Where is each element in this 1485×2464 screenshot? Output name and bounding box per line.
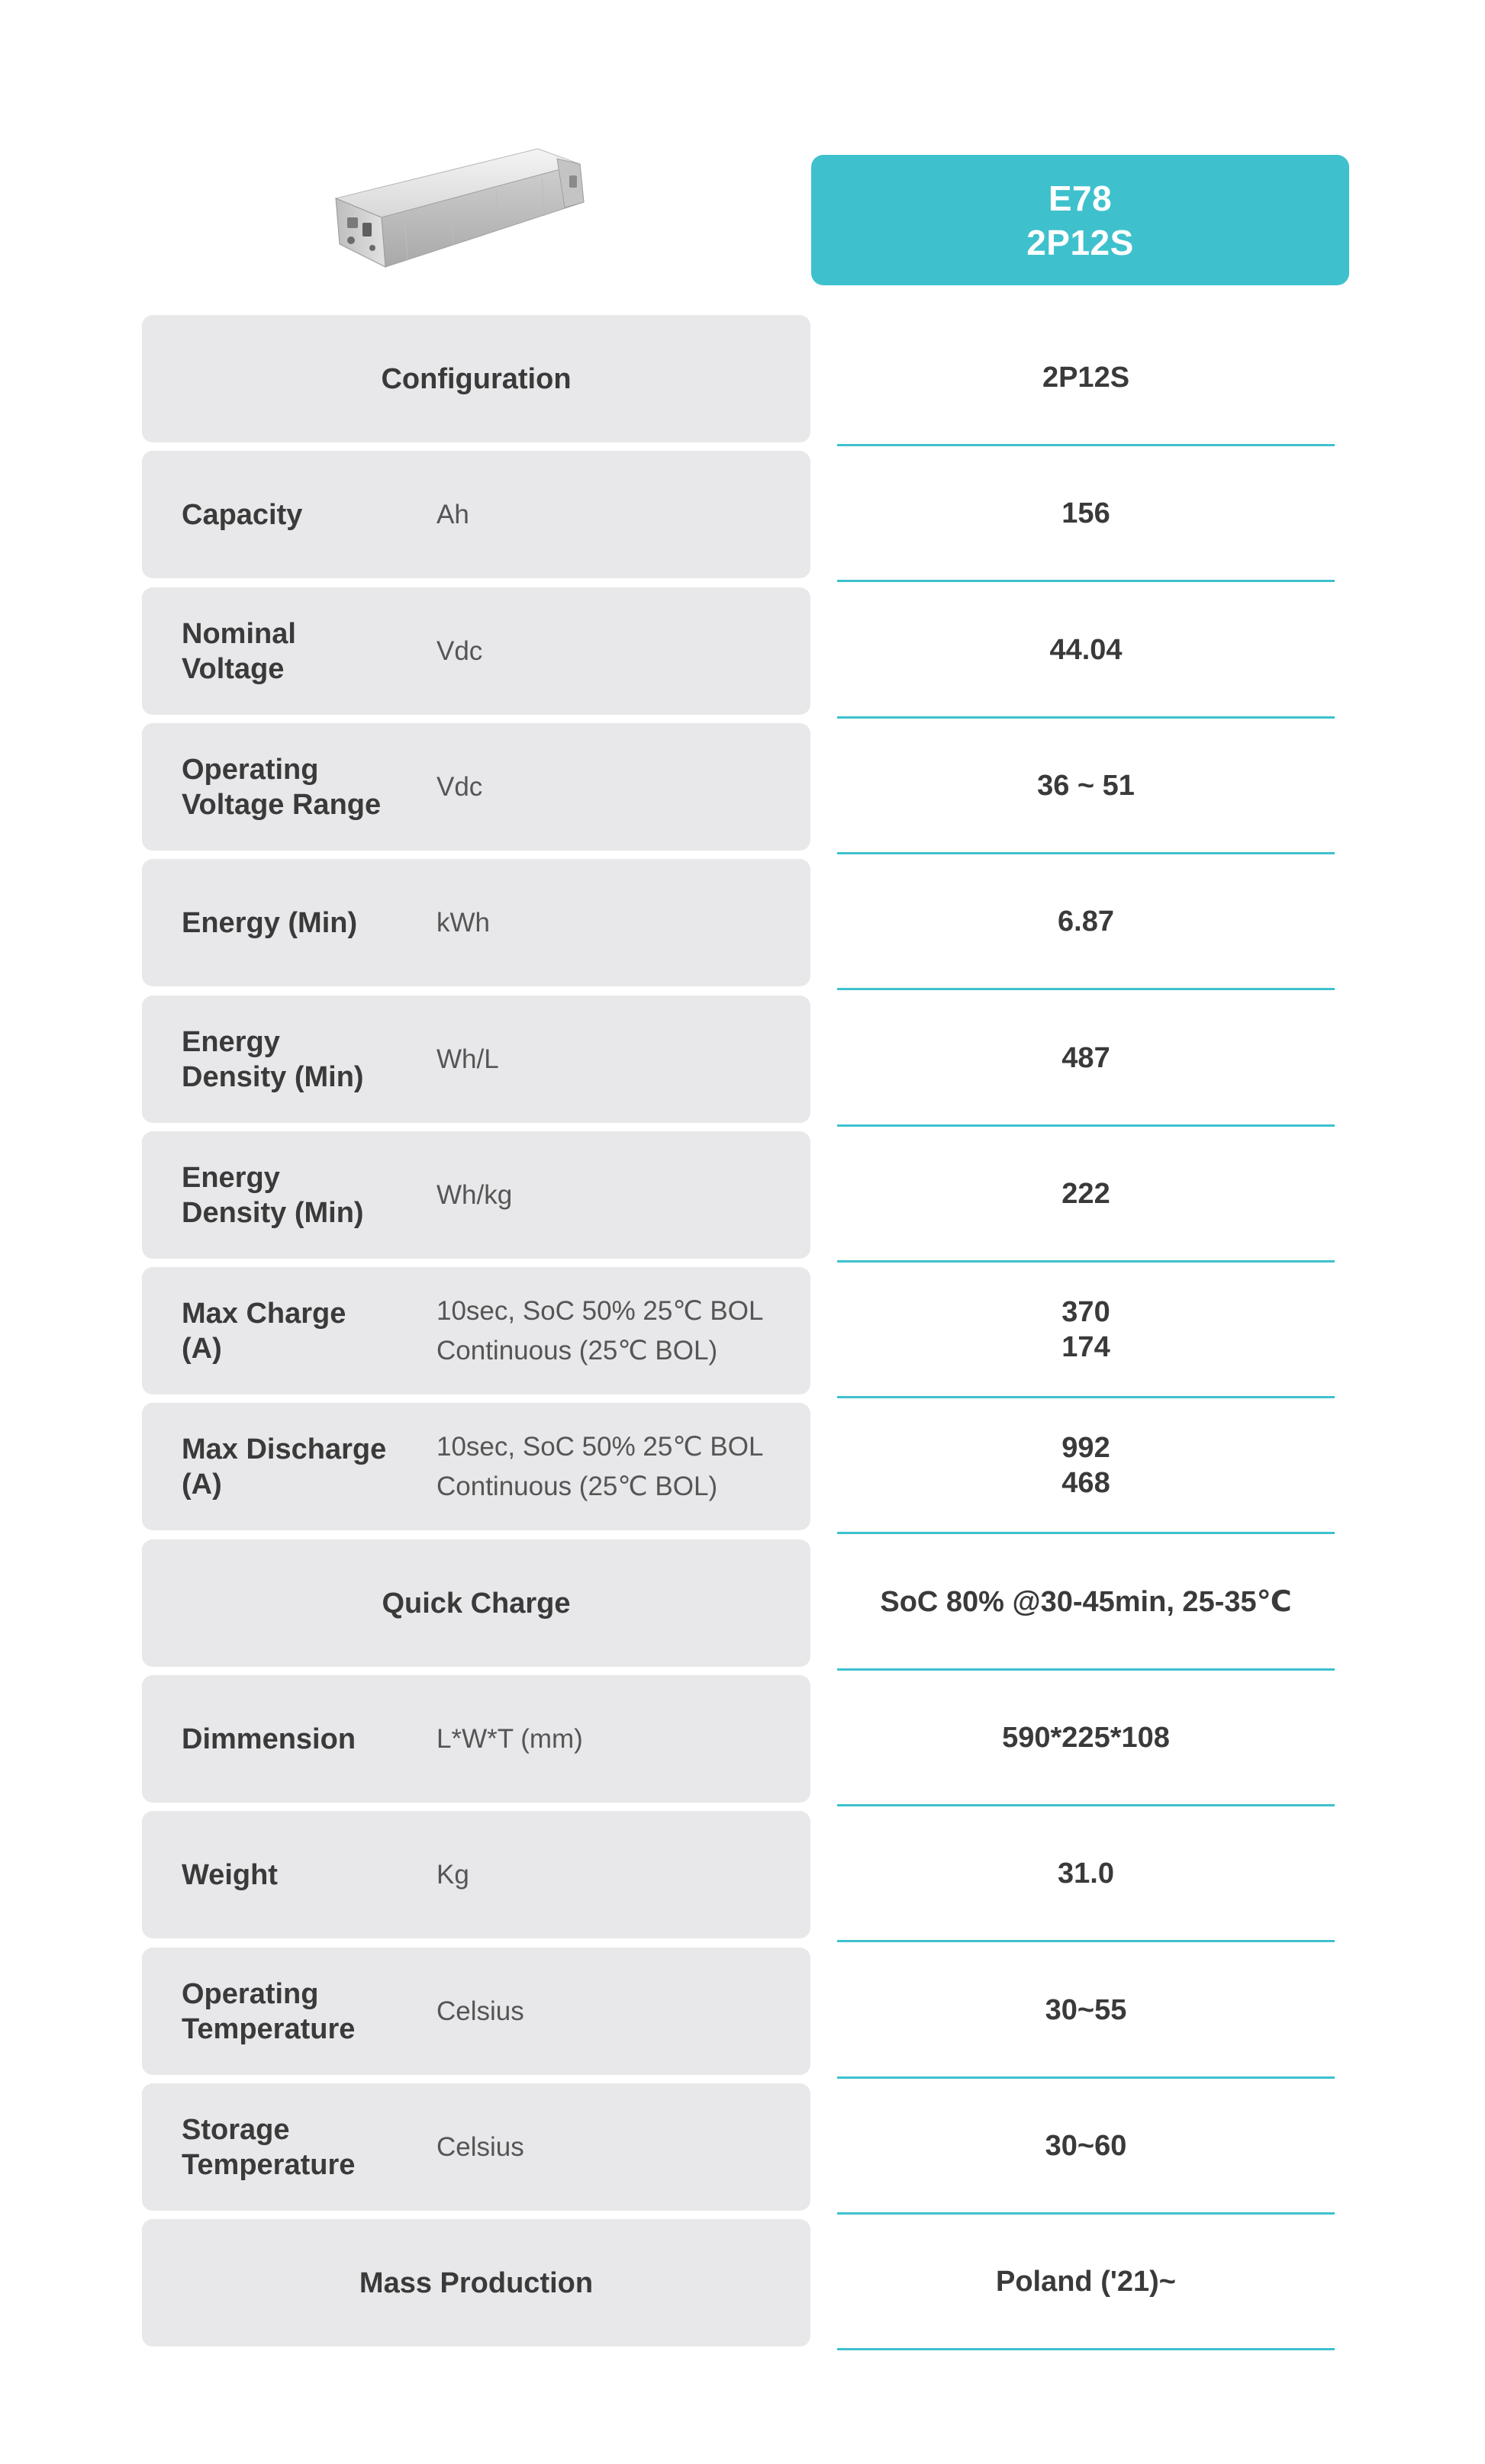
spec-value-cell [837, 1399, 1335, 1534]
spec-value: 370 [1061, 1296, 1110, 1328]
model-name: E78 [1048, 178, 1113, 218]
spec-unit-line: Wh/kg [436, 1179, 513, 1210]
spec-value-cell [837, 992, 1335, 1127]
spec-unit [436, 1675, 795, 1803]
spec-label: Weight [182, 1858, 278, 1891]
spec-value: Poland ('21)~ [995, 2266, 1177, 2298]
spec-unit-line: Vdc [436, 771, 483, 802]
spec-row-label-cell [142, 2219, 810, 2347]
spec-value-cell [837, 1127, 1335, 1263]
spec-label: Dimmension [182, 1723, 356, 1755]
spec-label: Energy (Min) [182, 906, 358, 939]
spec-row-label-cell [142, 723, 810, 851]
spec-unit-line: kWh [436, 907, 490, 938]
spec-value-cell [837, 719, 1335, 854]
spec-unit [436, 859, 795, 986]
spec-row-label-cell [142, 451, 810, 578]
spec-row-label-cell [142, 1811, 810, 1938]
spec-value-cell [837, 1671, 1335, 1806]
spec-unit [436, 723, 795, 851]
spec-value: 487 [1061, 1042, 1110, 1074]
spec-value-cell [837, 311, 1335, 446]
spec-unit-line: Celsius [436, 1996, 524, 2026]
spec-value: 31.0 [1058, 1858, 1114, 1890]
spec-value: 6.87 [1058, 906, 1114, 938]
spec-value: 156 [1061, 497, 1110, 529]
spec-row-label-cell [142, 587, 810, 715]
spec-unit-line: Celsius [436, 2131, 524, 2162]
spec-value: SoC 80% @30-45min, 25-35℃ [880, 1586, 1292, 1618]
spec-value: 992 [1061, 1432, 1110, 1464]
spec-row-label-cell [142, 1948, 810, 2075]
spec-unit [436, 996, 795, 1123]
spec-label: Mass Production [359, 2266, 594, 2299]
spec-label: Capacity [182, 498, 303, 531]
spec-row-label-cell [142, 1675, 810, 1803]
spec-unit-line: L*W*T (mm) [436, 1723, 583, 1754]
spec-value-cell [837, 2215, 1335, 2350]
spec-value-cell [837, 855, 1335, 990]
spec-unit [436, 1131, 795, 1259]
spec-label: Storage Temperature [182, 2113, 356, 2181]
spec-label: Energy Density (Min) [182, 1161, 364, 1229]
spec-value-cell [837, 1536, 1335, 1671]
spec-unit [436, 1948, 795, 2075]
spec-unit [436, 451, 795, 578]
spec-unit [436, 1267, 795, 1394]
spec-label: Max Discharge (A) [182, 1433, 387, 1501]
spec-label: Operating Temperature [182, 1977, 356, 2045]
spec-value-cell [837, 1263, 1335, 1398]
spec-row-label-cell [142, 1267, 810, 1394]
spec-unit-line: Kg [436, 1859, 469, 1890]
spec-value: 2P12S [1042, 362, 1130, 394]
spec-value-cell [837, 584, 1335, 719]
spec-value-cell [837, 1944, 1335, 2079]
spec-value: 590*225*108 [1002, 1722, 1170, 1754]
spec-label: Quick Charge [382, 1587, 571, 1620]
spec-label: Operating Voltage Range [182, 753, 382, 821]
spec-value-cell [837, 2080, 1335, 2215]
spec-value: 44.04 [1049, 634, 1123, 666]
model-header [811, 155, 1349, 285]
spec-value: 30~60 [1045, 2130, 1127, 2162]
spec-row-label-cell [142, 1539, 810, 1667]
spec-value: 222 [1061, 1178, 1110, 1210]
model-config: 2P12S [1026, 222, 1134, 262]
spec-value: 174 [1061, 1331, 1110, 1363]
spec-unit-line: 10sec, SoC 50% 25℃ BOL [436, 1431, 764, 1462]
spec-unit-line: Continuous (25℃ BOL) [436, 1335, 718, 1365]
spec-row-label-cell [142, 859, 810, 986]
spec-row-label-cell [142, 996, 810, 1123]
spec-value: 36 ~ 51 [1037, 770, 1135, 802]
spec-row-label-cell [142, 1403, 810, 1530]
spec-row-label-cell [142, 315, 810, 442]
spec-unit-line: Ah [436, 499, 469, 529]
spec-row-label-cell [142, 1131, 810, 1259]
spec-value-cell [837, 447, 1335, 582]
spec-unit [436, 587, 795, 715]
spec-label: Configuration [381, 362, 572, 395]
spec-unit [436, 1811, 795, 1938]
spec-unit [436, 1403, 795, 1530]
spec-row-label-cell [142, 2083, 810, 2211]
spec-value-cell [837, 1807, 1335, 1942]
spec-unit-line: Continuous (25℃ BOL) [436, 1471, 718, 1501]
spec-unit [436, 2083, 795, 2211]
spec-label: Max Charge (A) [182, 1297, 346, 1365]
battery-module-drawing [328, 145, 595, 290]
spec-unit-line: Wh/L [436, 1044, 499, 1074]
spec-unit-line: 10sec, SoC 50% 25℃ BOL [436, 1295, 764, 1326]
battery-module-image [328, 145, 595, 290]
spec-value: 468 [1061, 1467, 1110, 1499]
spec-label: Energy Density (Min) [182, 1025, 364, 1093]
spec-unit-line: Vdc [436, 635, 483, 666]
spec-label: Nominal Voltage [182, 617, 296, 685]
spec-value: 30~55 [1045, 1994, 1127, 2026]
